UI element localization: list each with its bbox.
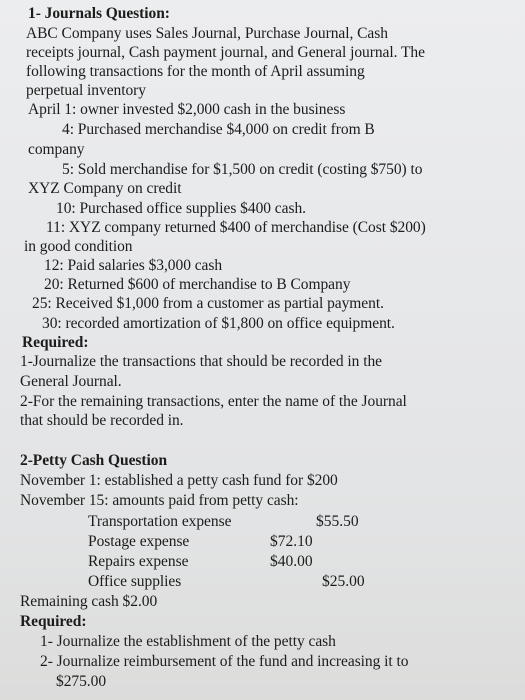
journals-required-line: 2-For the remaining transactions, enter the name of the Journal (20, 393, 407, 410)
transaction-line: 4: Purchased merchandise $4,000 on credit from B (62, 121, 375, 138)
transaction-line: in good condition (24, 238, 133, 255)
journals-required-line: 1-Journalize the transactions that should be recorded in the (20, 353, 382, 370)
transaction-line: 30: recorded amortization of $1,800 on office equipment. (42, 315, 395, 332)
journals-required-line: General Journal. (20, 373, 122, 390)
expense-label: Postage expense (88, 533, 190, 550)
transaction-line: XYZ Company on credit (28, 180, 182, 197)
petty-cash-line: November 15: amounts paid from petty cash: (20, 492, 299, 509)
transaction-line: 12: Paid salaries $3,000 cash (44, 257, 223, 274)
transaction-line: 11: XYZ company returned $400 of merchandise (Cost $200) (46, 219, 426, 236)
remaining-cash: Remaining cash $2.00 (20, 593, 158, 610)
journals-required-line: that should be recorded in. (20, 412, 184, 429)
expense-amount: $40.00 (270, 553, 313, 570)
transaction-line: 25: Received $1,000 from a customer as partial payment. (32, 295, 384, 312)
journals-intro-line: ABC Company uses Sales Journal, Purchase Journal, Cash (26, 25, 388, 42)
expense-label: Repairs expense (88, 553, 189, 570)
transaction-line: 10: Purchased office supplies $400 cash. (56, 200, 306, 217)
expense-amount: $55.50 (316, 513, 359, 530)
journals-required-heading: Required: (22, 334, 89, 351)
transaction-line: April 1: owner invested $2,000 cash in the business (28, 101, 346, 118)
transaction-line: 5: Sold merchandise for $1,500 on credit (costing $750) to (62, 161, 423, 178)
petty-cash-required-line: 1- Journalize the establishment of the petty cash (40, 633, 336, 650)
journals-intro-line: perpetual inventory (26, 82, 146, 99)
journals-intro-line: receipts journal, Cash payment journal, and General journal. The (26, 44, 425, 61)
petty-cash-required-line: $275.00 (56, 673, 107, 690)
transaction-line: 20: Returned $600 of merchandise to B Company (44, 276, 351, 293)
petty-cash-title: 2-Petty Cash Question (20, 452, 168, 469)
expense-label: Transportation expense (88, 513, 232, 530)
petty-cash-line: November 1: established a petty cash fund for $200 (20, 472, 338, 489)
petty-cash-required-line: 2- Journalize reimbursement of the fund and increasing it to (40, 653, 409, 670)
journals-question-title: 1- Journals Question: (28, 5, 170, 22)
journals-intro-line: following transactions for the month of April assuming (26, 63, 365, 80)
expense-amount: $25.00 (322, 573, 365, 590)
petty-cash-required-heading: Required: (20, 613, 87, 630)
transaction-line: company (28, 141, 85, 158)
expense-label: Office supplies (88, 573, 182, 590)
expense-amount: $72.10 (270, 533, 313, 550)
